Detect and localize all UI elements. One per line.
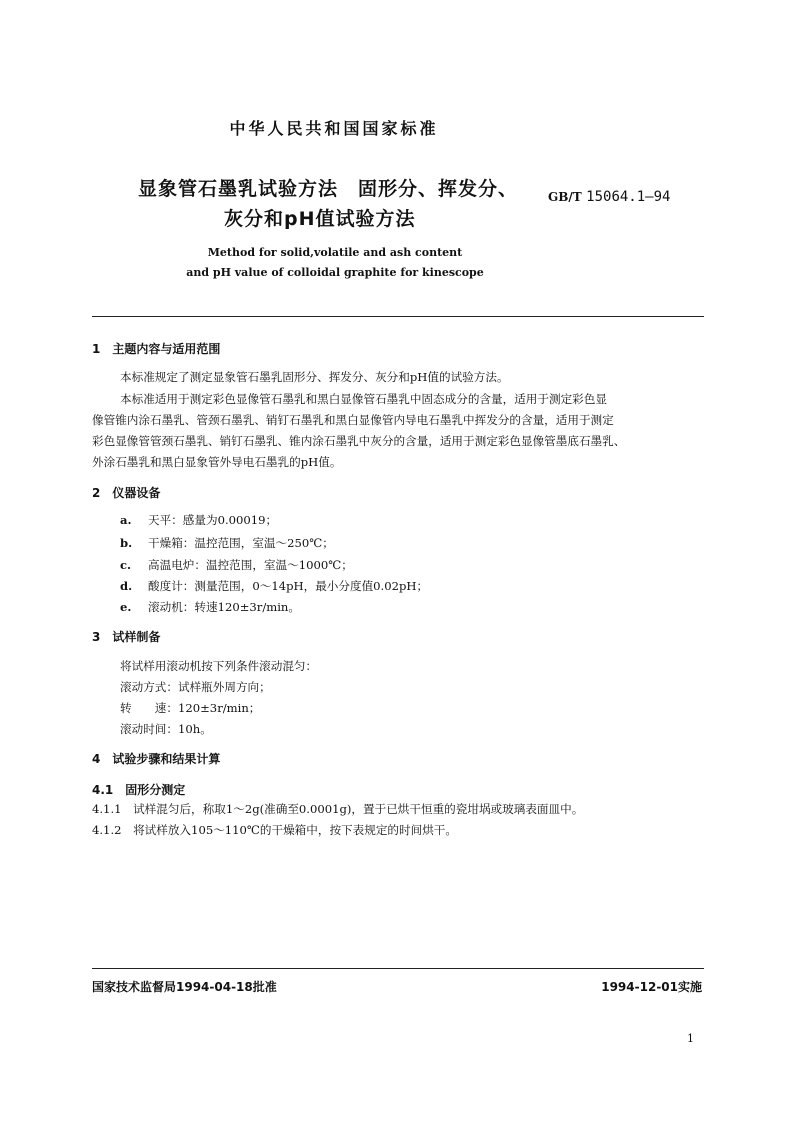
equipment-item-label: b. (120, 536, 133, 550)
header-divider (92, 316, 704, 317)
equipment-item-label: a. (120, 513, 132, 527)
section-1-para-2-line-3: 彩色显像管管颈石墨乳、销钉石墨乳、锥内涂石墨乳中灰分的含量，适用于测定彩色显像管墨底石墨乳、 (92, 434, 626, 448)
equipment-item-text: 天平：感量为0.00019； (148, 513, 278, 527)
section-1-para-2-line-4: 外涂石墨乳和黑白显象管外导电石墨乳的pH值。 (92, 455, 342, 469)
section-1-para-2-line-2: 像管锥内涂石墨乳、管颈石墨乳、销钉石墨乳和黑白显像管内导电石墨乳中挥发分的含量，适用于测定 (92, 413, 614, 427)
approval-date: 国家技术监督局1994-04-18批准 (92, 980, 277, 994)
english-title-line-1: Method for solid,volatile and ash content (207, 246, 463, 259)
title-line-2: 灰分和pH值试验方法 (224, 208, 416, 230)
section-1-heading: 1 主题内容与适用范围 (92, 342, 221, 356)
standard-code-prefix: GB/T (548, 190, 582, 204)
english-title-line-2: and pH value of colloidal graphite for kinescope (186, 266, 484, 279)
section-3-line: 将试样用滚动机按下列条件滚动混匀： (120, 659, 318, 673)
section-4-heading: 4 试验步骤和结果计算 (92, 752, 221, 766)
page-number: 1 (687, 1032, 694, 1045)
section-4-1-heading: 4.1 固形分测定 (92, 783, 186, 797)
equipment-item (120, 599, 300, 615)
equipment-item-label: d. (120, 579, 133, 593)
section-3-line: 滚动时间：10h。 (120, 722, 212, 736)
standard-name: 中华人民共和国国家标准 (229, 119, 439, 138)
equipment-item (120, 535, 334, 551)
equipment-item (120, 578, 428, 594)
section-2-heading: 2 仪器设备 (92, 486, 161, 500)
footer-divider (92, 968, 704, 969)
section-1-para-1: 本标准规定了测定显象管石墨乳固形分、挥发分、灰分和pH值的试验方法。 (120, 370, 509, 384)
equipment-item-text: 滚动机：转速120±3r/min。 (148, 600, 300, 614)
equipment-item (120, 557, 353, 573)
equipment-item-label: c. (120, 558, 132, 572)
standard-code (548, 189, 670, 205)
title-line-1: 显象管石墨乳试验方法 固形分、挥发分、 (138, 178, 519, 200)
standard-code-number: 15064.1—94 (586, 189, 671, 205)
section-3-heading: 3 试样制备 (92, 630, 161, 644)
equipment-item-text: 酸度计：测量范围，0～14pH，最小分度值0.02pH； (148, 579, 429, 593)
step-4-1-2: 4.1.2 将试样放入105～110℃的干燥箱中，按下表规定的时间烘干。 (92, 823, 457, 837)
section-3-line: 转 速：120±3r/min； (120, 701, 261, 715)
equipment-item-label: e. (120, 600, 132, 614)
equipment-item (120, 512, 277, 528)
equipment-item-text: 干燥箱：温控范围，室温～250℃； (148, 536, 334, 550)
section-3-line: 滚动方式：试样瓶外周方向； (120, 680, 271, 694)
section-1-para-2-line-1: 本标准适用于测定彩色显像管石墨乳和黑白显像管石墨乳中固态成分的含量，适用于测定彩色显 (120, 392, 607, 406)
equipment-item-text: 高温电炉：温控范围，室温～1000℃； (148, 558, 353, 572)
step-4-1-1: 4.1.1 试样混匀后，称取1～2g(准确至0.0001g)，置于已烘干恒重的瓷坩埚或玻璃表面皿中。 (92, 802, 584, 816)
effective-date: 1994-12-01实施 (601, 980, 702, 994)
